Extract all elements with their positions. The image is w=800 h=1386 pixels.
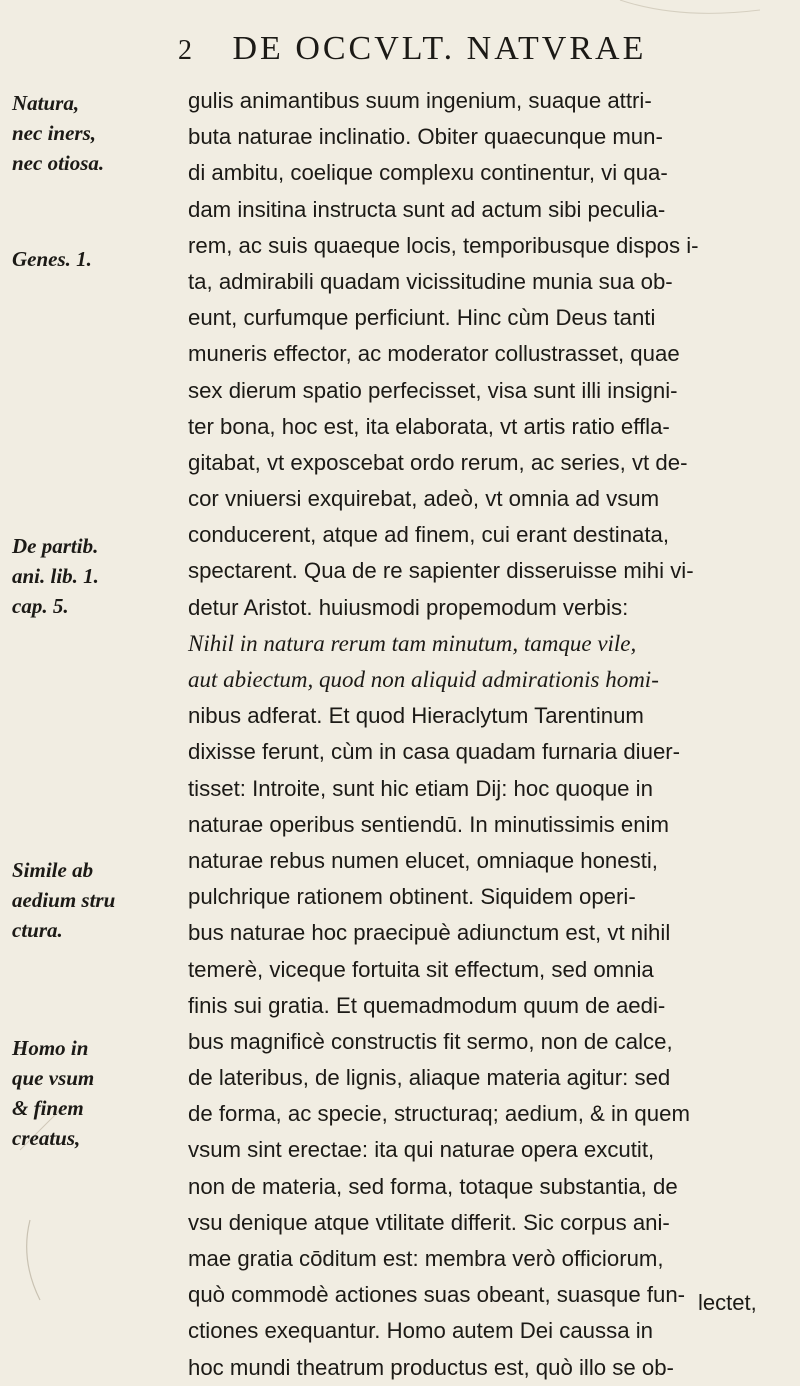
margin-note-line: & finem bbox=[12, 1096, 84, 1120]
margin-note-line: cap. 5. bbox=[12, 594, 69, 618]
margin-note-line: nec otiosa. bbox=[12, 151, 105, 175]
text-line: muneris effector, ac moderator collustrasset, quae bbox=[188, 341, 680, 367]
text-line: ta, admirabili quadam vicissitudine munia sua ob- bbox=[188, 268, 673, 294]
text-line: mae gratia cōditum est: membra verò officiorum, bbox=[188, 1246, 664, 1271]
text-line: bus naturae hoc praecipuè adiunctum est, vt nihil bbox=[188, 920, 671, 946]
text-line: ter bona, hoc est, ita elaborata, vt artis ratio effla- bbox=[188, 413, 670, 439]
text-line: hoc mundi theatrum productus est, quò illo se ob- bbox=[188, 1354, 674, 1380]
running-header bbox=[178, 30, 646, 68]
margin-note-line: Natura, bbox=[12, 91, 80, 115]
margin-note-line: aedium stru bbox=[12, 888, 116, 912]
text-line: di ambitu, coelique complexu continentur, vi qua- bbox=[188, 160, 668, 186]
margin-note-line: Genes. 1. bbox=[12, 247, 92, 271]
margin-note-line: Simile ab bbox=[12, 858, 94, 882]
margin-note-homo bbox=[12, 1033, 94, 1153]
text-line: aut abiectum, quod non aliquid admirationis homi- bbox=[188, 667, 659, 692]
margin-note-line: ani. lib. 1. bbox=[12, 564, 99, 588]
text-line: quò commodè actiones suas obeant, suasque fun- bbox=[188, 1282, 686, 1308]
text-line: non de materia, sed forma, totaque substantia, de bbox=[188, 1173, 678, 1199]
text-line: dam insitina instructa sunt ad actum sibi peculia- bbox=[188, 196, 666, 222]
text-line: tisset: Introite, sunt hic etiam Dij: hoc quoque in bbox=[188, 775, 653, 801]
text-line: rem, ac suis quaeque locis, temporibusque dispos i- bbox=[188, 232, 699, 258]
text-line: de forma, ac specie, structuraq; aedium, & in quem bbox=[188, 1101, 690, 1127]
margin-note-simile bbox=[12, 855, 115, 945]
margin-note-natura bbox=[12, 88, 104, 178]
margin-note-line: nec iners, bbox=[12, 121, 96, 145]
catchword: lectet, bbox=[698, 1290, 757, 1315]
text-line: pulchrique rationem obtinent. Siquidem operi- bbox=[188, 884, 636, 910]
text-line: buta naturae inclinatio. Obiter quaecunque mun- bbox=[188, 124, 663, 150]
text-line: Nihil in natura rerum tam minutum, tamque vile, bbox=[188, 630, 637, 656]
page-number: 2 bbox=[178, 35, 195, 66]
text-line: vsu denique atque vtilitate differit. Sic corpus ani- bbox=[188, 1209, 670, 1235]
margin-note-line: ctura. bbox=[12, 918, 63, 942]
text-line: dixisse ferunt, cùm in casa quadam furnaria diuer- bbox=[188, 739, 681, 765]
margin-note-line: Homo in bbox=[12, 1036, 89, 1060]
text-line: cor vniuersi exquirebat, adeò, vt omnia ad vsum bbox=[188, 486, 660, 512]
text-line: eunt, curfumque perficiunt. Hinc cùm Deus tanti bbox=[188, 305, 656, 331]
text-line: bus magnificè constructis fit sermo, non de calce, bbox=[188, 1028, 673, 1054]
text-line: ctiones exequantur. Homo autem Dei caussa in bbox=[188, 1318, 653, 1344]
margin-note-line: que vsum bbox=[12, 1066, 95, 1090]
text-line: sex dierum spatio perfecisset, visa sunt illi insigni- bbox=[188, 377, 678, 403]
margin-note-genes bbox=[12, 244, 92, 274]
text-line: temerè, viceque fortuita sit effectum, sed omnia bbox=[188, 956, 654, 982]
text-line: detur Aristot. huiusmodi propemodum verbis: bbox=[188, 594, 629, 620]
text-line: gulis animantibus suum ingenium, suaque attri- bbox=[188, 88, 652, 113]
margin-note-line: creatus, bbox=[12, 1126, 81, 1150]
text-line: spectarent. Qua de re sapienter disseruisse mihi vi- bbox=[188, 558, 694, 584]
main-text bbox=[188, 83, 699, 1386]
text-line: finis sui gratia. Et quemadmodum quum de aedi- bbox=[188, 992, 666, 1018]
margin-note-departib bbox=[12, 531, 99, 621]
text-line: vsum sint erectae: ita qui naturae opera excutit, bbox=[188, 1137, 655, 1163]
text-line: de lateribus, de lignis, aliaque materia agitur: sed bbox=[188, 1065, 671, 1091]
text-line: naturae operibus sentiendū. In minutissimis enim bbox=[188, 811, 669, 837]
text-line: naturae rebus numen elucet, omniaque honesti, bbox=[188, 847, 658, 873]
text-line: nibus adferat. Et quod Hieraclytum Tarentinum bbox=[188, 703, 644, 729]
running-title: DE OCCVLT. NATVRAE bbox=[232, 30, 647, 67]
margin-note-line: De partib. bbox=[12, 534, 99, 558]
text-line: gitabat, vt exposcebat ordo rerum, ac series, vt de- bbox=[188, 449, 688, 475]
text-line: conducerent, atque ad finem, cui erant destinata, bbox=[188, 522, 670, 548]
